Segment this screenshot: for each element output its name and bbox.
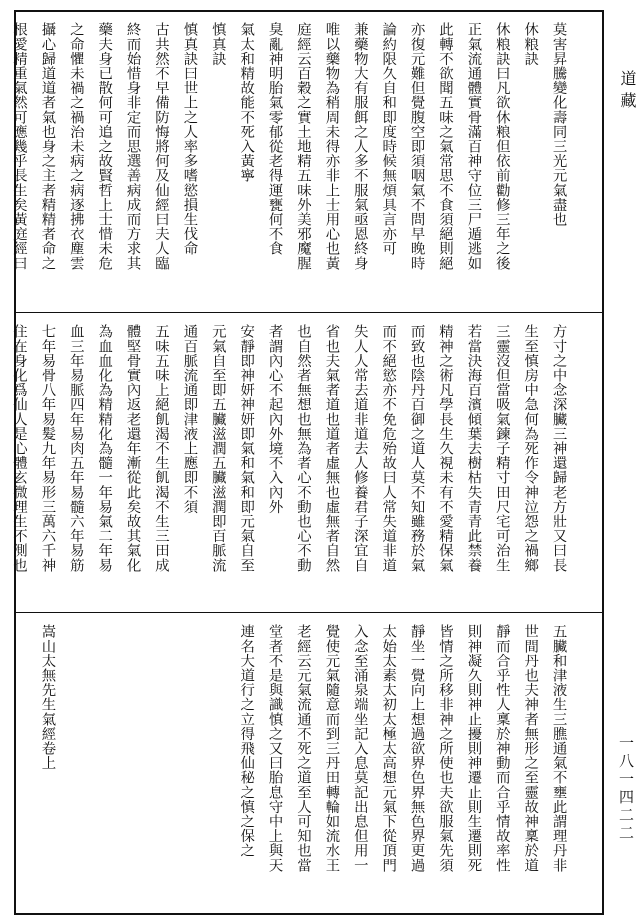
text-column: 若當決海百濱傾葉去樹枯失青青此禁養 (465, 324, 482, 573)
text-column: 則神凝久則神止擾則神遷止則生遷則死 (465, 624, 482, 873)
text-column: 而不絕慾亦不免危殆故曰人常失道非道 (380, 324, 397, 573)
text-column: 兼藥物大有服餌之人多不服氣亟恩終身 (351, 22, 368, 271)
text-column: 臭亂神明胎氣零郁從老得運甕何不食 (266, 22, 283, 256)
text-column: 通百脈流通即津液上應即不須 (181, 324, 198, 514)
text-column: 五味五味上絕飢渴不生飢渴不生三田成 (153, 324, 169, 573)
text-column: 體堅骨實內返老還年漸從此矣故其氣化 (124, 324, 141, 573)
text-column: 世間丹也夫神者無形之至靈故神稟於道 (522, 624, 539, 873)
text-column: 攝心歸道道者氣也身之主者精精者命之 (39, 22, 56, 271)
panel-divider (16, 612, 602, 613)
text-column: 住在身化爲仙人是心體玄微理生不測也 (11, 324, 27, 573)
text-column: 古共然不早備防悔將何及仙經曰夫人臨 (153, 22, 169, 271)
text-column: 藥夫身已散何可追之故賢哲上士惜未危 (96, 22, 113, 271)
text-column: 休粮訣曰凡欲休粮但依前勸修三年之後 (493, 22, 510, 271)
text-column: 而致也陰丹百御之道人莫不知雖務於氣 (408, 324, 425, 573)
text-column: 為血血化為精精化為髓一年易氣二年易 (96, 324, 113, 573)
text-column: 生至慎房中急何為死作令神泣怨之禍鄉 (522, 324, 539, 573)
text-panel-bottom (16, 614, 602, 915)
text-column: 氣太和精故能不死入黃寧 (238, 22, 255, 183)
text-column: 太始太素太初太極太高想元氣下從頂門 (380, 624, 397, 873)
text-column: 莫害昇騰變化壽同三光元氣盡也 (550, 22, 567, 227)
text-column: 失人人常去道非道去人修養君子深宜自 (351, 324, 368, 573)
margin-title: 道藏 (618, 70, 637, 114)
text-column: 根愛精重氣然可應幾乎長生矣黃庭經曰 (11, 22, 27, 271)
text-column: 方寸之中念深臟三神還歸老方壯又曰長 (550, 324, 567, 573)
text-column: 五臟和津液生三膲通氣不壅此謂理丹非 (550, 624, 567, 873)
text-column: 覺使元氣隨意而到三丹田轉輪如流水王 (323, 624, 340, 873)
text-column: 靜而合乎性人稟於神動而合乎情故率性 (493, 624, 510, 873)
text-column: 之命懼未禍之禍治未病之病逐拂衣塵雲 (67, 22, 84, 271)
page-frame (11, 10, 604, 915)
text-panel-middle (11, 314, 602, 612)
text-column: 庭經云百穀之實土地精五味外美邪魔腥 (295, 22, 311, 271)
text-column: 元氣自至即五臟滋潤五臟滋潤即百脈流 (209, 324, 226, 573)
text-column: 七年易骨八年易髮九年易形三萬六千神 (39, 324, 56, 573)
text-column: 堂者不是與識慎之又曰胎息守中上與天 (266, 624, 283, 873)
text-column: 休粮訣 (522, 22, 539, 66)
text-column: 論約限久自和即度時候無煩具言亦可 (380, 22, 397, 256)
page-number: 一八一四二二 (617, 735, 635, 843)
text-column: 唯以藥物為稍周未得亦非上士用心也黃 (323, 22, 340, 271)
text-column: 精神之術凡學長生久視未有不愛精保氣 (437, 324, 453, 573)
text-column: 血三年易脈四年易肉五年易髓六年易筋 (67, 324, 84, 573)
text-column: 安靜即神妍神妍即氣和氣和即元氣自至 (238, 324, 255, 573)
text-column: 嵩山太無先生氣經卷上 (39, 624, 56, 770)
text-column: 入念至涌泉端坐記入息莫記出息但用一 (351, 624, 368, 873)
text-column: 靜坐一覺向上想過欲界色界無色界更過 (408, 624, 425, 873)
text-column: 終而始惜身非定而思選善病成而方求其 (124, 22, 141, 271)
text-column: 亦復元難但覺腹空即須咽氣不問早晚時 (408, 22, 425, 271)
text-panel-top (11, 12, 602, 312)
text-column: 者謂內心不起內外境不入內外 (266, 324, 283, 514)
panel-divider (16, 312, 602, 313)
text-column: 此轉不欲聞五味之氣常思不食須絕則絕 (437, 22, 453, 271)
right-margin (604, 0, 640, 923)
text-column: 也自然者無想也無為者心不動也心不動 (295, 324, 311, 573)
text-column: 省也夫氣者道也道者虛無也虛無者自然 (323, 324, 340, 573)
text-column: 老經云元氣流通不死之道至人可知也當 (295, 624, 311, 873)
text-column: 正氣流通體實骨滿百神守位三尸遁逃如 (465, 22, 482, 271)
text-column: 慎真訣曰世上之人率多嗜慾損生伐命 (181, 22, 198, 256)
text-column: 三靈沒但當吸氣鍊子精寸田尺宅可治生 (493, 324, 510, 573)
text-column: 皆情之所移非神之所使也夫欲服氣先須 (437, 624, 453, 873)
text-column: 連名大道行之立得飛仙秘之慎之保之 (238, 624, 255, 858)
text-column: 慎真訣 (209, 22, 226, 66)
